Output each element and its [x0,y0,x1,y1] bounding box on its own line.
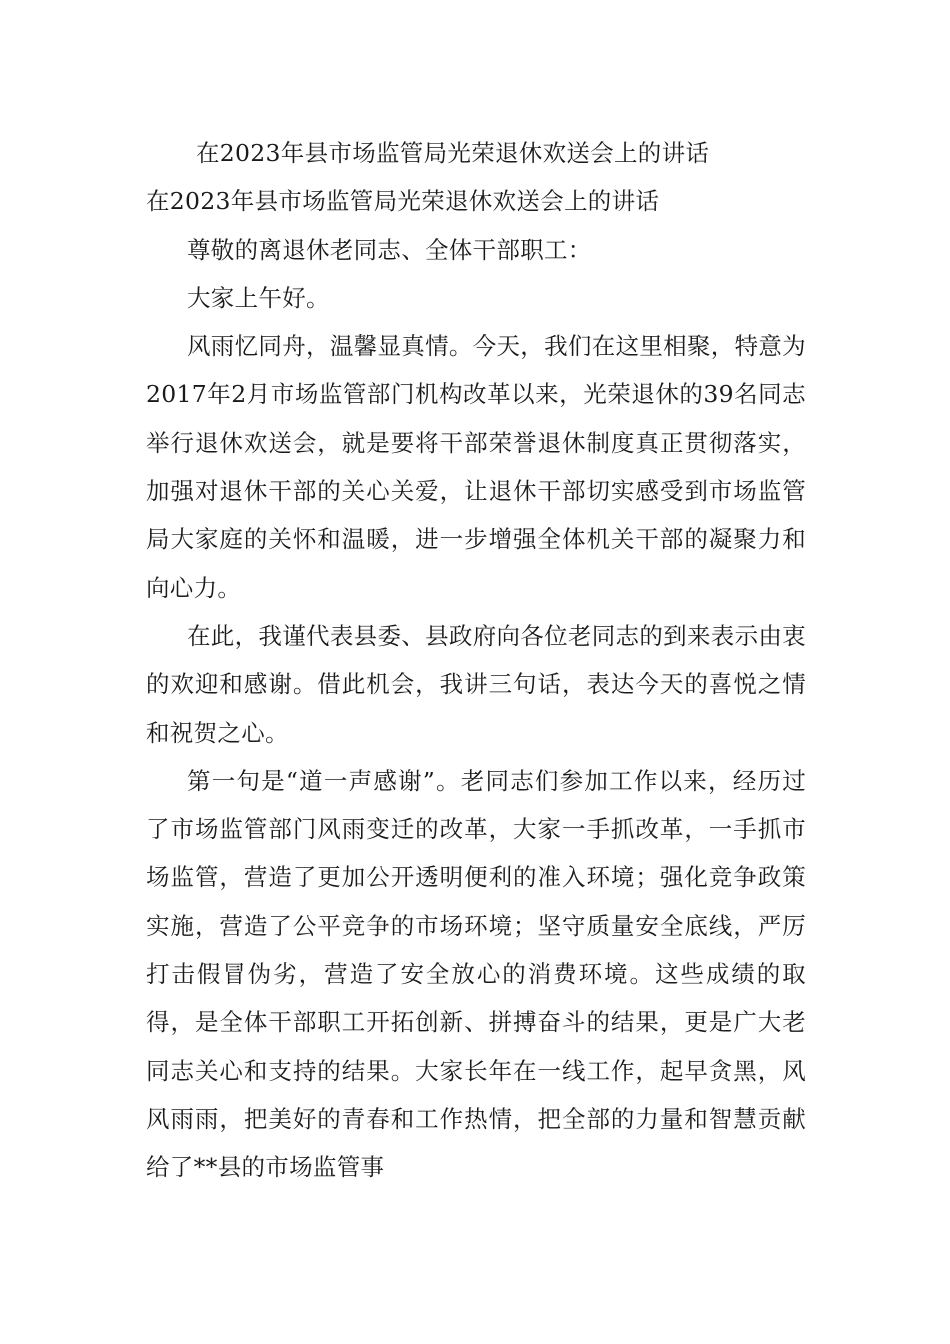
document-title: 在2023年县市场监管局光荣退休欢送会上的讲话 [196,139,710,167]
document-body [146,129,806,1192]
paragraph: 第一句是“道一声感谢”。老同志们参加工作以来，经历过了市场监管部门风雨变迁的改革，大家一手抓改革，一手抓市场监管，营造了更加公开透明便利的准入环境；强化竞争政策实施，营造了公平竞争的市场环境；坚守质量安全底线，严厉打击假冒伪劣，营造了安全放心的消费环境。这些成绩的取得，是全体干部职工开拓创新、拼搏奋斗的结果，更是广大老同志关心和支持的结果。大家长年在一线工作，起早贪黑，风风雨雨，把美好的青春和工作热情，把全部的力量和智慧贡献给了**县的市场监管事 [146,766,806,1182]
salutation: 尊敬的离退休老同志、全体干部职工： [187,235,592,264]
paragraph: 在此，我谨代表县委、县政府向各位老同志的到来表示由衷的欢迎和感谢。借此机会，我讲三句话，表达今天的喜悦之情和祝贺之心。 [146,621,806,747]
paragraph: 风雨忆同舟，温馨显真情。今天，我们在这里相聚，特意为2017年2月市场监管部门机构改革以来，光荣退休的39名同志举行退休欢送会，就是要将干部荣誉退休制度真正贯彻落实，加强对退休干部的关心关爱，让退休干部切实感受到市场监管局大家庭的关怀和温暖，进一步增强全体机关干部的凝聚力和向心力。 [146,332,806,602]
document-title-repeat: 在2023年县市场监管局光荣退休欢送会上的讲话 [146,187,660,216]
greeting: 大家上午好。 [187,283,330,312]
